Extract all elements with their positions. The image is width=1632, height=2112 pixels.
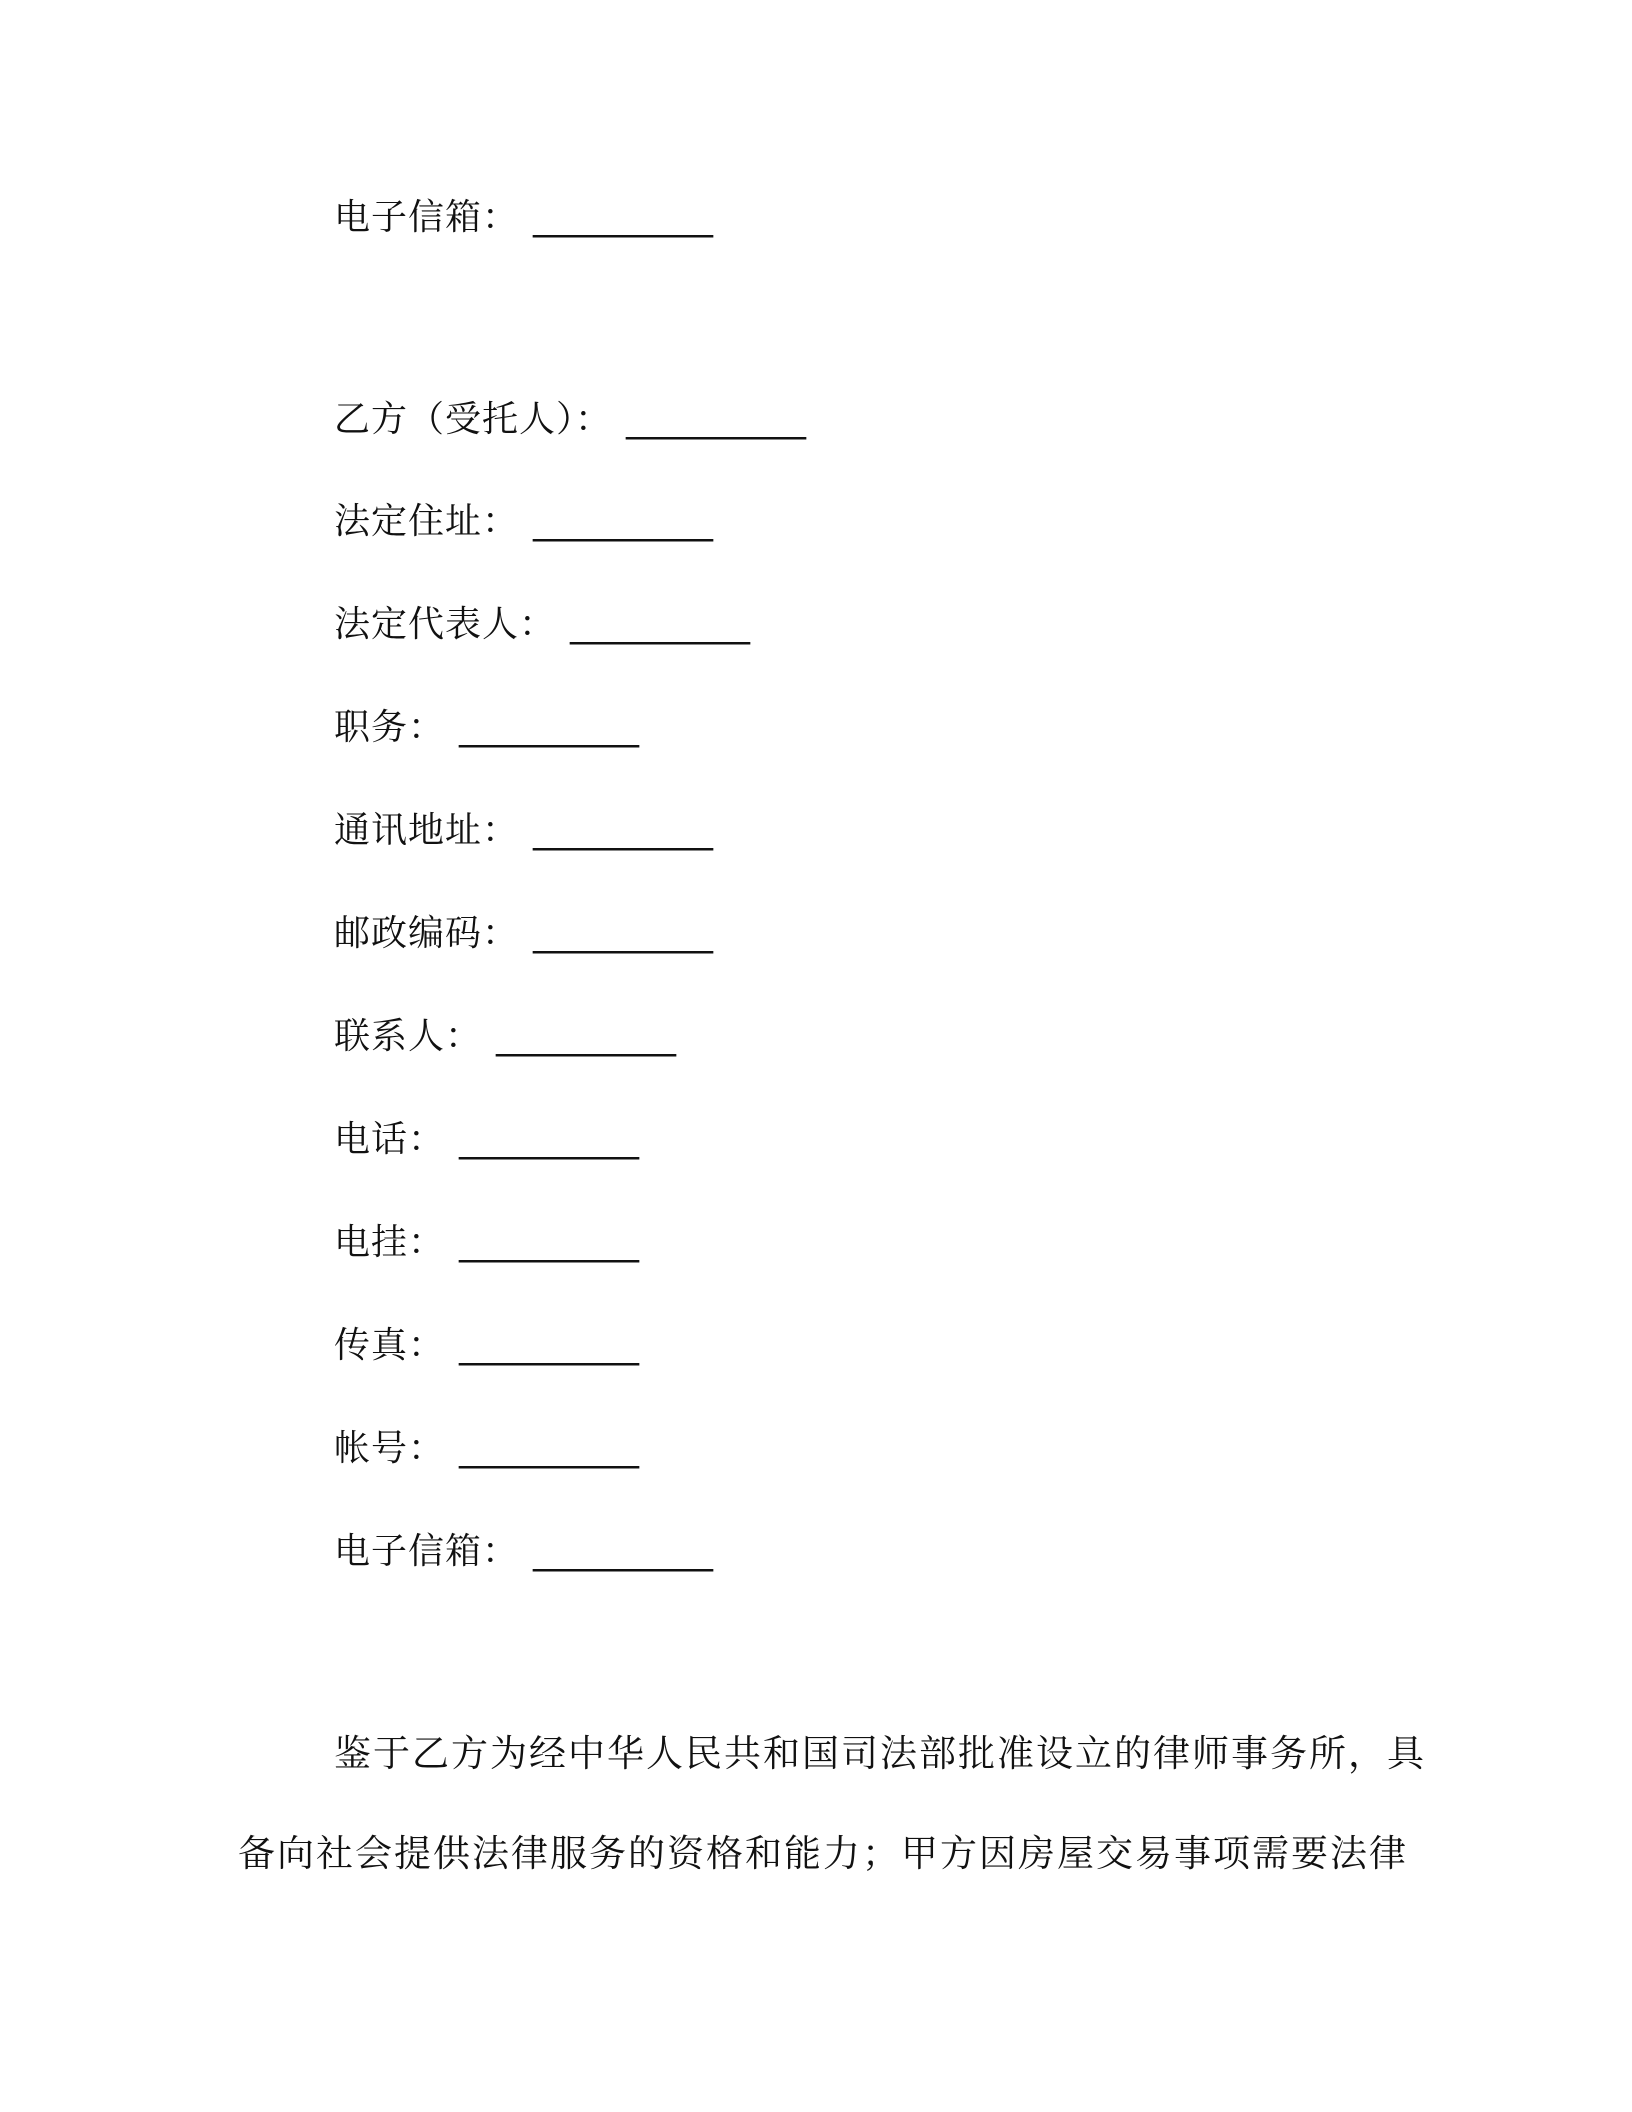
- fill-in-blank: __________: [459, 1325, 640, 1366]
- field-label: 帐号：: [334, 1428, 446, 1469]
- legal-address-field: [334, 498, 713, 546]
- fill-in-blank: __________: [459, 1222, 640, 1263]
- field-label: 法定代表人：: [334, 604, 557, 645]
- field-label: 通讯地址：: [334, 810, 520, 851]
- field-label: 电挂：: [334, 1222, 446, 1263]
- fill-in-blank: __________: [570, 604, 751, 645]
- party-a-email-field: [334, 194, 713, 242]
- fill-in-blank: __________: [626, 399, 807, 440]
- field-label: 电话：: [334, 1119, 446, 1160]
- postal-code-field: [334, 910, 713, 958]
- field-label: 电子信箱：: [334, 197, 520, 238]
- legal-representative-field: [334, 601, 750, 649]
- fill-in-blank: __________: [459, 1428, 640, 1469]
- account-number-field: [334, 1425, 639, 1473]
- field-label: 乙方（受托人）：: [334, 399, 613, 440]
- telephone-field: [334, 1116, 639, 1164]
- field-label: 传真：: [334, 1325, 446, 1366]
- position-field: [334, 704, 639, 752]
- fill-in-blank: __________: [533, 197, 714, 238]
- recital-line-2: 备向社会提供法律服务的资格和能力；甲方因房屋交易事项需要法律: [238, 1832, 1408, 1875]
- field-label: 联系人：: [334, 1016, 483, 1057]
- party-b-email-field: [334, 1528, 713, 1576]
- fill-in-blank: __________: [496, 1016, 677, 1057]
- contact-person-field: [334, 1013, 676, 1061]
- party-b-heading: [334, 396, 806, 444]
- fill-in-blank: __________: [533, 501, 714, 542]
- fax-field: [334, 1322, 639, 1370]
- fill-in-blank: __________: [533, 810, 714, 851]
- recital-line-1: 鉴于乙方为经中华人民共和国司法部批准设立的律师事务所，具: [334, 1732, 1426, 1775]
- field-label: 法定住址：: [334, 501, 520, 542]
- fill-in-blank: __________: [459, 1119, 640, 1160]
- fill-in-blank: __________: [459, 707, 640, 748]
- telegraph-field: [334, 1219, 639, 1267]
- fill-in-blank: __________: [533, 1531, 714, 1572]
- fill-in-blank: __________: [533, 913, 714, 954]
- field-label: 邮政编码：: [334, 913, 520, 954]
- field-label: 职务：: [334, 707, 446, 748]
- field-label: 电子信箱：: [334, 1531, 520, 1572]
- mailing-address-field: [334, 807, 713, 855]
